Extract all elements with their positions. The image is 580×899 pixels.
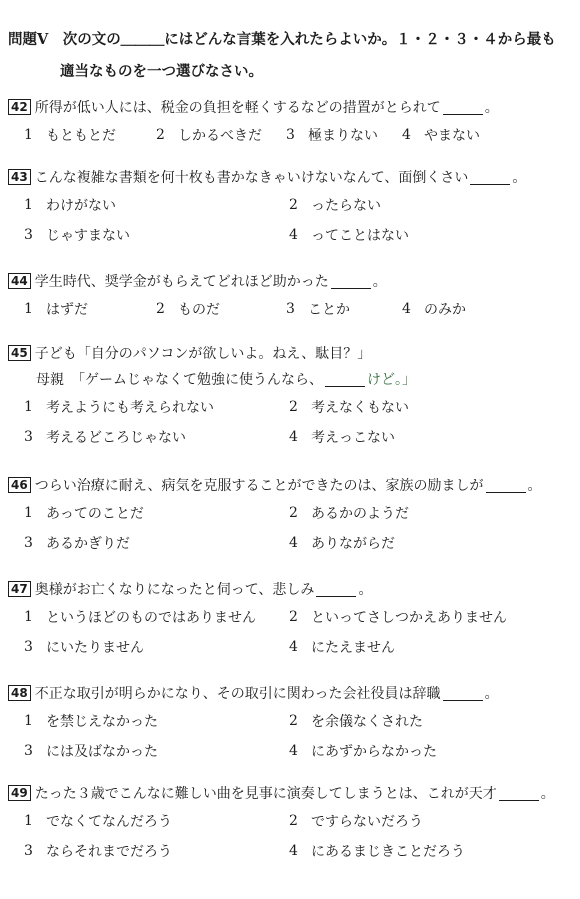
question-number: 49 — [8, 785, 31, 801]
options-row — [8, 736, 574, 766]
stem-ending: 。 — [372, 274, 387, 290]
options-row — [8, 806, 574, 836]
option-number: 4 — [289, 843, 298, 859]
option-number: 1 — [24, 713, 33, 729]
option-number: 1 — [24, 813, 33, 829]
question-48 — [8, 680, 574, 766]
option-3[interactable] — [24, 632, 144, 662]
options-row — [8, 632, 574, 662]
option-text: あるかぎりだ — [46, 536, 130, 552]
option-number: 3 — [24, 227, 33, 243]
handwritten-note: けど。」 — [367, 372, 416, 388]
option-3[interactable] — [286, 120, 378, 150]
question-number: 48 — [8, 685, 31, 701]
stem-text: こんな複雑な書類を何十枚も書かなきゃいけないなんて、面倒くさい — [34, 170, 469, 186]
option-number: 4 — [289, 429, 298, 445]
question-stem — [8, 340, 574, 366]
option-number: 1 — [24, 399, 33, 415]
answer-blank — [316, 582, 356, 597]
option-text: 考えようにも考えられない — [46, 400, 214, 416]
option-text: といってさしつかえありません — [311, 610, 507, 626]
option-text: にたえません — [311, 640, 395, 656]
question-stem — [8, 472, 574, 498]
option-2[interactable] — [289, 602, 507, 632]
option-number: 3 — [286, 301, 295, 317]
option-number: 1 — [24, 197, 33, 213]
option-text: ものだ — [178, 302, 220, 318]
option-3[interactable] — [24, 736, 158, 766]
option-text: わけがない — [46, 198, 116, 214]
options-row — [8, 528, 574, 558]
option-4[interactable] — [289, 528, 395, 558]
options-row — [8, 836, 574, 866]
option-text: 考えなくもない — [311, 400, 409, 416]
question-45 — [8, 340, 574, 452]
option-number: 1 — [24, 127, 33, 143]
option-2[interactable] — [156, 294, 220, 324]
question-stem — [8, 680, 574, 706]
question-stem — [8, 268, 574, 294]
stem-ending: 。 — [512, 170, 527, 186]
option-number: 3 — [24, 843, 33, 859]
option-text: というほどのものではありません — [46, 610, 256, 626]
option-3[interactable] — [24, 220, 130, 250]
answer-blank — [486, 478, 526, 493]
option-number: 2 — [156, 127, 165, 143]
stem-ending: 。 — [527, 478, 542, 494]
options-row — [8, 706, 574, 736]
option-2[interactable] — [289, 498, 409, 528]
option-number: 2 — [289, 713, 298, 729]
answer-blank — [470, 170, 510, 185]
option-text: ことか — [308, 302, 350, 318]
answer-blank — [443, 686, 483, 701]
option-1[interactable] — [24, 120, 116, 150]
option-text: には及ばなかった — [46, 744, 158, 760]
option-2[interactable] — [156, 120, 262, 150]
option-text: ですらないだろう — [311, 814, 423, 830]
option-text: でなくてなんだろう — [46, 814, 172, 830]
option-number: 4 — [289, 743, 298, 759]
option-number: 4 — [402, 301, 411, 317]
option-number: 2 — [289, 609, 298, 625]
stem-text: つらい治療に耐え、病気を克服することができたのは、家族の励ましが — [34, 478, 484, 494]
options-row — [8, 220, 574, 250]
option-1[interactable] — [24, 498, 144, 528]
option-1[interactable] — [24, 806, 172, 836]
option-number: 4 — [289, 535, 298, 551]
option-text: あるかのようだ — [311, 506, 409, 522]
option-text: のみか — [424, 302, 466, 318]
stem-text: 所得が低い人には、税金の負担を軽くするなどの措置がとられて — [34, 100, 441, 116]
stem-ending: 。 — [484, 686, 499, 702]
question-47 — [8, 576, 574, 662]
option-1[interactable] — [24, 294, 88, 324]
option-number: 4 — [402, 127, 411, 143]
option-text: 極まりない — [308, 128, 378, 144]
option-2[interactable] — [289, 392, 409, 422]
question-number: 44 — [8, 273, 31, 289]
option-number: 3 — [24, 743, 33, 759]
stem-text: たった３歳でこんなに難しい曲を見事に演奏してしまうとは、これが天才 — [34, 786, 497, 802]
options-row — [8, 294, 574, 324]
option-text: やまない — [424, 128, 480, 144]
option-4[interactable] — [289, 736, 437, 766]
header-line-1: 問題Ⅴ 次の文の＿＿＿にはどんな言葉を入れたらよいか。１・２・３・４から最も — [8, 31, 556, 48]
option-text: ならそれまでだろう — [46, 844, 172, 860]
question-43 — [8, 164, 574, 250]
stem-text: 子ども「自分のパソコンが欲しいよ。ねえ、駄目？」 — [34, 346, 372, 362]
option-number: 2 — [156, 301, 165, 317]
option-1[interactable] — [24, 190, 116, 220]
question-stem — [8, 780, 574, 806]
option-number: 2 — [289, 399, 298, 415]
option-1[interactable] — [24, 602, 256, 632]
answer-blank — [325, 372, 365, 387]
option-2[interactable] — [289, 806, 423, 836]
option-text: じゃすまない — [46, 228, 130, 244]
question-stem — [8, 94, 574, 120]
dialogue-line — [8, 366, 574, 392]
question-number: 45 — [8, 345, 31, 361]
option-number: 2 — [289, 197, 298, 213]
question-number: 43 — [8, 169, 31, 185]
dialogue-text: 母親 「ゲームじゃなくて勉強に使うんなら、 — [36, 372, 323, 388]
options-row — [8, 422, 574, 452]
option-text: ってことはない — [311, 228, 409, 244]
option-number: 3 — [286, 127, 295, 143]
stem-ending: 。 — [540, 786, 555, 802]
header-line-2: 適当なものを一つ選びなさい。 — [60, 63, 263, 80]
option-number: 1 — [24, 505, 33, 521]
options-row — [8, 392, 574, 422]
question-number: 42 — [8, 99, 31, 115]
option-number: 1 — [24, 301, 33, 317]
question-46 — [8, 472, 574, 558]
option-number: 4 — [289, 639, 298, 655]
option-3[interactable] — [24, 836, 172, 866]
options-row — [8, 120, 574, 150]
option-number: 3 — [24, 429, 33, 445]
option-2[interactable] — [289, 706, 423, 736]
option-4[interactable] — [289, 422, 395, 452]
option-text: ったらない — [311, 198, 381, 214]
option-text: を余儀なくされた — [311, 714, 423, 730]
option-number: 1 — [24, 609, 33, 625]
option-number: 3 — [24, 639, 33, 655]
option-text: はずだ — [46, 302, 88, 318]
question-stem — [8, 576, 574, 602]
stem-text: 不正な取引が明らかになり、その取引に関わった会社役員は辞職 — [34, 686, 441, 702]
question-42 — [8, 94, 574, 150]
option-4[interactable] — [402, 294, 466, 324]
option-2[interactable] — [289, 190, 381, 220]
option-4[interactable] — [289, 220, 409, 250]
option-number: 3 — [24, 535, 33, 551]
option-text: 考えっこない — [311, 430, 395, 446]
answer-blank — [443, 100, 483, 115]
option-text: 考えるどころじゃない — [46, 430, 186, 446]
option-text: ありながらだ — [311, 536, 395, 552]
option-4[interactable] — [289, 836, 465, 866]
options-row — [8, 602, 574, 632]
option-number: 2 — [289, 505, 298, 521]
question-number: 47 — [8, 581, 31, 597]
question-49 — [8, 780, 574, 866]
options-row — [8, 498, 574, 528]
option-4[interactable] — [289, 632, 395, 662]
stem-ending: 。 — [358, 582, 373, 598]
question-stem — [8, 164, 574, 190]
stem-text: 奥様がお亡くなりになったと伺って、悲しみ — [34, 582, 315, 598]
stem-ending: 。 — [484, 100, 499, 116]
answer-blank — [331, 274, 371, 289]
option-1[interactable] — [24, 706, 158, 736]
option-3[interactable] — [286, 294, 350, 324]
question-number: 46 — [8, 477, 31, 493]
option-number: 2 — [289, 813, 298, 829]
option-text: しかるべきだ — [178, 128, 262, 144]
answer-blank — [499, 786, 539, 801]
options-row — [8, 190, 574, 220]
option-text: にあずからなかった — [311, 744, 437, 760]
option-1[interactable] — [24, 392, 214, 422]
option-text: にあるまじきことだろう — [311, 844, 465, 860]
stem-text: 学生時代、奨学金がもらえてどれほど助かった — [34, 274, 329, 290]
option-text: もともとだ — [46, 128, 116, 144]
option-3[interactable] — [24, 528, 130, 558]
option-number: 4 — [289, 227, 298, 243]
option-text: にいたりません — [46, 640, 144, 656]
option-4[interactable] — [402, 120, 480, 150]
option-3[interactable] — [24, 422, 186, 452]
question-44 — [8, 268, 574, 324]
option-text: を禁じえなかった — [46, 714, 158, 730]
option-text: あってのことだ — [46, 506, 144, 522]
